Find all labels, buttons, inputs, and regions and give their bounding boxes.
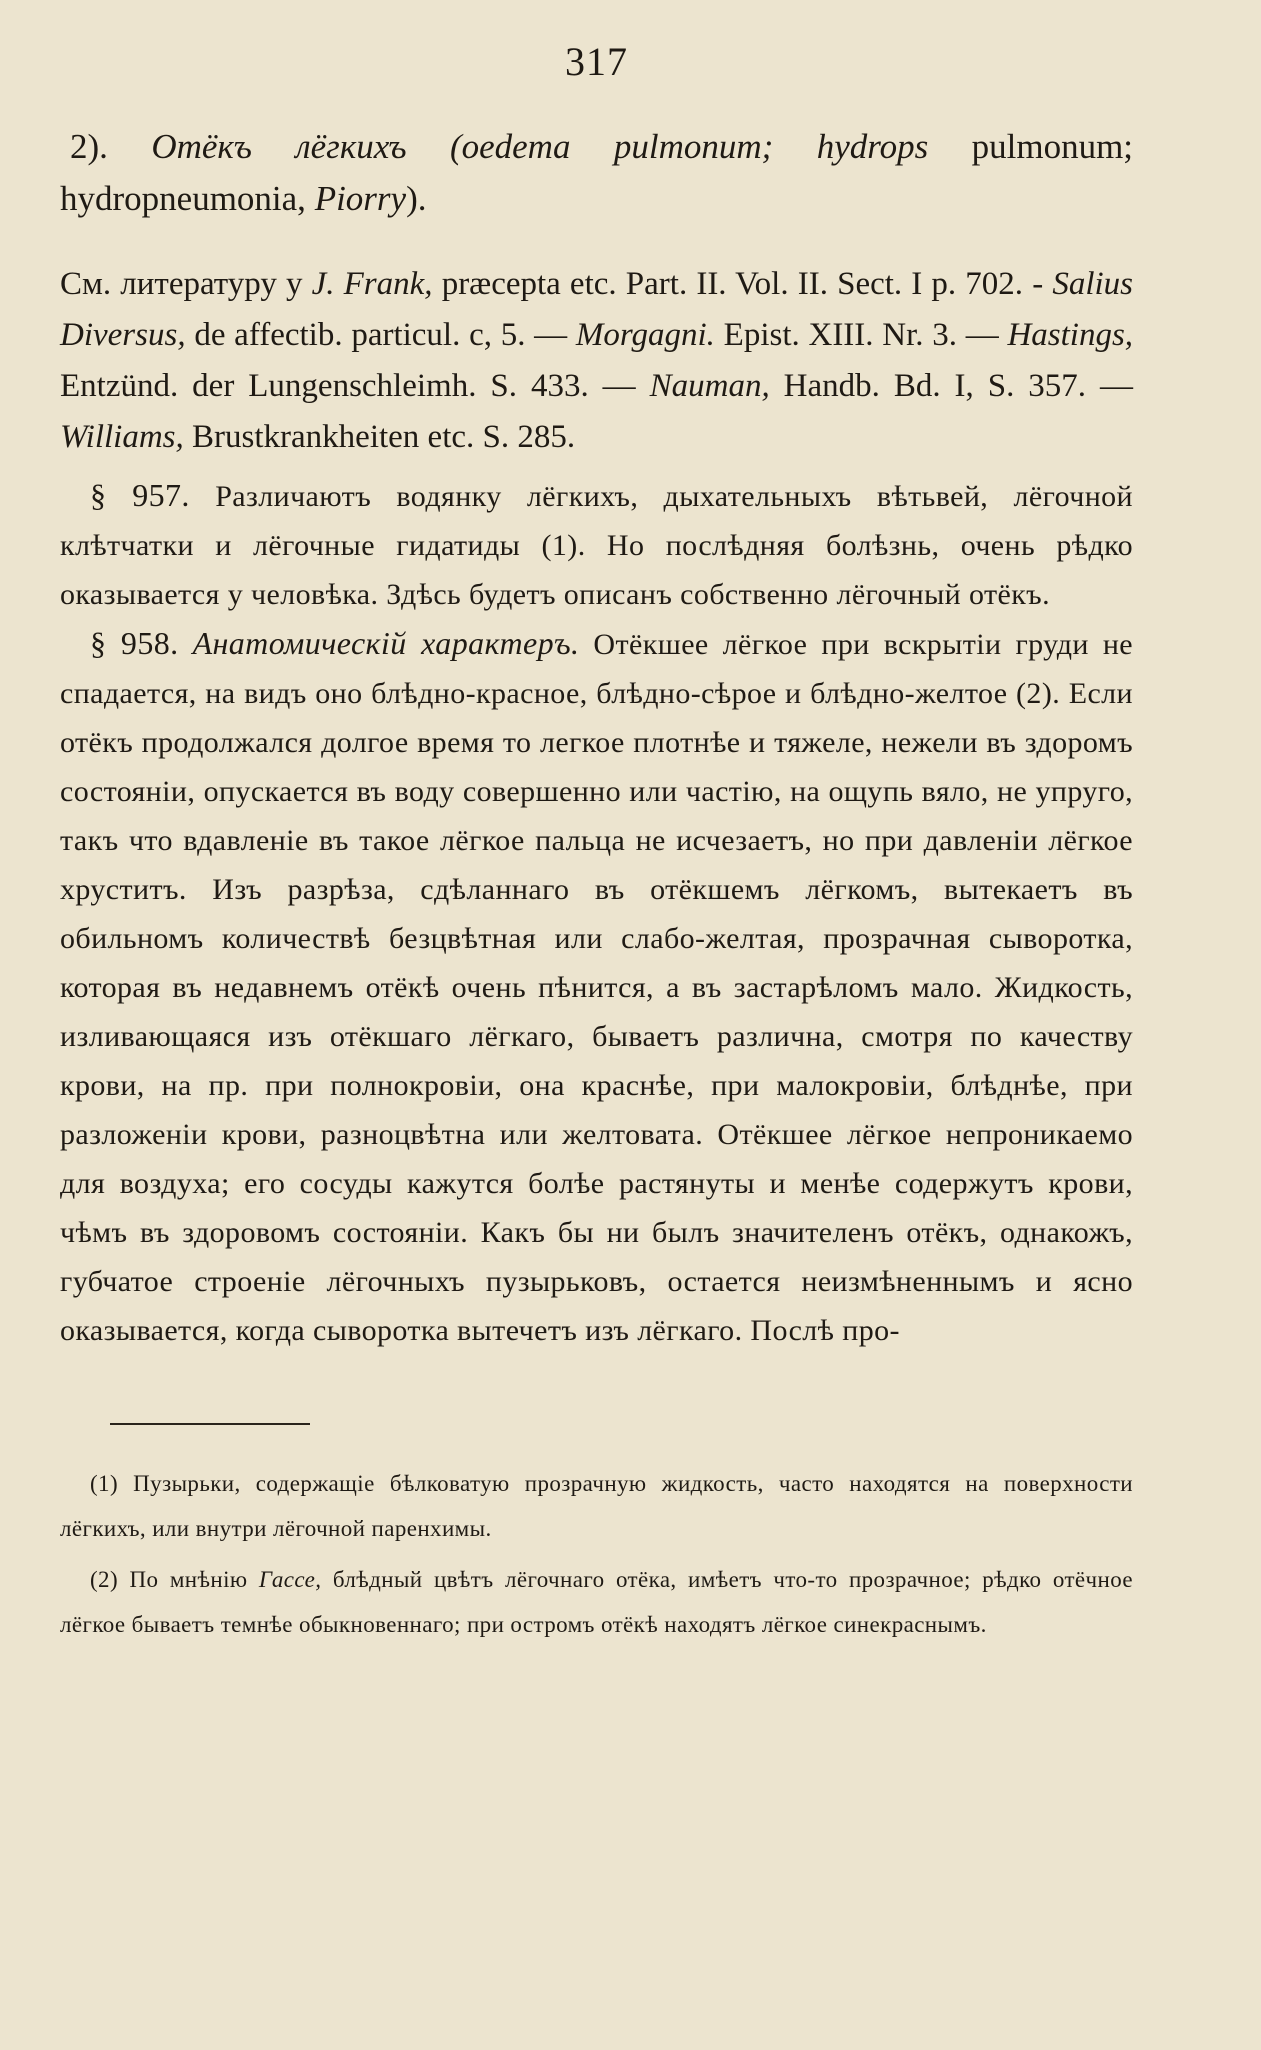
lit-ref-williams: Brustkrankheiten etc. S. 285. <box>192 419 576 455</box>
section-title <box>60 121 1133 225</box>
title-latin: (oedema pulmonum; hydrops <box>449 127 929 166</box>
footnote-1 <box>60 1461 1133 1551</box>
section-mark: § 958. <box>90 625 179 661</box>
footnote-author: Гассе, <box>258 1567 322 1592</box>
footnote-divider <box>110 1423 310 1425</box>
page-number: 317 <box>565 39 628 84</box>
lit-author-frank: J. Frank, <box>311 266 433 302</box>
lit-ref-morgagni: Epist. XIII. Nr. 3. — <box>723 317 999 353</box>
lit-ref-frank: præcepta etc. Part. II. Vol. II. Sect. I p. 702. - <box>441 266 1044 302</box>
lit-author-williams: Williams, <box>60 419 184 455</box>
section-mark: § 957. <box>90 477 190 513</box>
paragraph-text: Различаютъ водянку лёгкихъ, дыхательныхъ вѣтьвей, лёгочной клѣтчатки и лёгочные гидатиды (1). Но послѣдняя болѣзнь, очень рѣдко оказывается у человѣка. Здѣсь будетъ описанъ собственно лёгочный отёкъ. <box>60 480 1134 611</box>
title-rest: pulmonum; hydropneumonia, <box>60 127 1134 218</box>
lit-author-salius: Salius Diversus, <box>60 266 1134 353</box>
footnote-pre: (2) По мнѣнію <box>90 1567 248 1592</box>
paragraph-957 <box>60 471 1133 619</box>
literature-references <box>60 259 1133 463</box>
paragraph-958 <box>60 619 1133 1355</box>
paragraph-text: Отёкшее лёгкое при вскрытіи груди не спадается, на видъ оно блѣдно-красное, блѣдно-сѣрое и блѣдно-желтое (2). Если отёкъ продолжался долгое время то легкое плотнѣе и тяжеле, нежели въ здоромъ состояніи, опускается въ воду совершенно или частію, на ощупь вяло, не упруго, такъ что вдавленіе въ такое лёгкое пальца не исчезаетъ, но при давленіи лёгкое хруститъ. Изъ разрѣза, сдѣланнаго въ отёкшемъ лёгкомъ, вытекаетъ въ обильномъ количествѣ безцвѣтная или слабо-желтая, прозрачная сыворотка, которая въ недавнемъ отёкѣ очень пѣнится, а въ застарѣломъ мало. Жидкость, изливающаяся изъ отёкшаго лёгкаго, бываетъ различна, смотря по качеству крови, на пр. при полнокровіи, она краснѣе, при малокровіи, блѣднѣе, при разложеніи крови, разноцвѣтна или желтовата. Отёкшее лёгкое непроникаемо для воздуха; его сосуды кажутся болѣе растянуты и менѣе содержутъ крови, чѣмъ въ здоровомъ состояніи. Какъ бы ни былъ значителенъ отёкъ, однакожъ, губчатое строеніе лёгочныхъ пузырьковъ, остается неизмѣненнымъ и ясно оказывается, когда сыворотка вытечетъ изъ лёгкаго. Послѣ про- <box>60 628 1134 1347</box>
lit-author-hastings: Hastings, <box>1007 317 1134 353</box>
footnote-post: блѣдный цвѣтъ лёгочнаго отёка, имѣетъ что-то прозрачное; рѣдко отёчное лёгкое бываетъ темнѣе обыкновеннаго; при остромъ отёкѣ находятъ лёгкое синекраснымъ. <box>60 1567 1133 1637</box>
title-lead: 2). <box>70 127 108 166</box>
lit-ref-hastings: Entzünd. der Lungenschleimh. S. 433. — <box>60 368 636 404</box>
footnote-text: (1) Пузырьки, содержащіе бѣлковатую прозрачную жидкость, часто находятся на поверхности лёгкихъ, или внутри лёгочной паренхимы. <box>60 1471 1133 1541</box>
lit-author-morgagni: Morgagni. <box>575 317 715 353</box>
lit-author-nauman: Nauman, <box>649 368 770 404</box>
lit-ref-salius: de affectib. particul. c, 5. — <box>194 317 568 353</box>
title-russian: Отёкъ лёгкихъ <box>151 127 407 166</box>
lit-ref-nauman: Handb. Bd. I, S. 357. — <box>783 368 1133 404</box>
lit-intro: См. литературу у <box>60 266 303 302</box>
footnote-2 <box>60 1557 1133 1647</box>
title-close: ). <box>406 179 427 218</box>
paragraph-heading: Анатомическій характеръ. <box>192 625 580 661</box>
title-author: Piorry <box>314 179 407 218</box>
